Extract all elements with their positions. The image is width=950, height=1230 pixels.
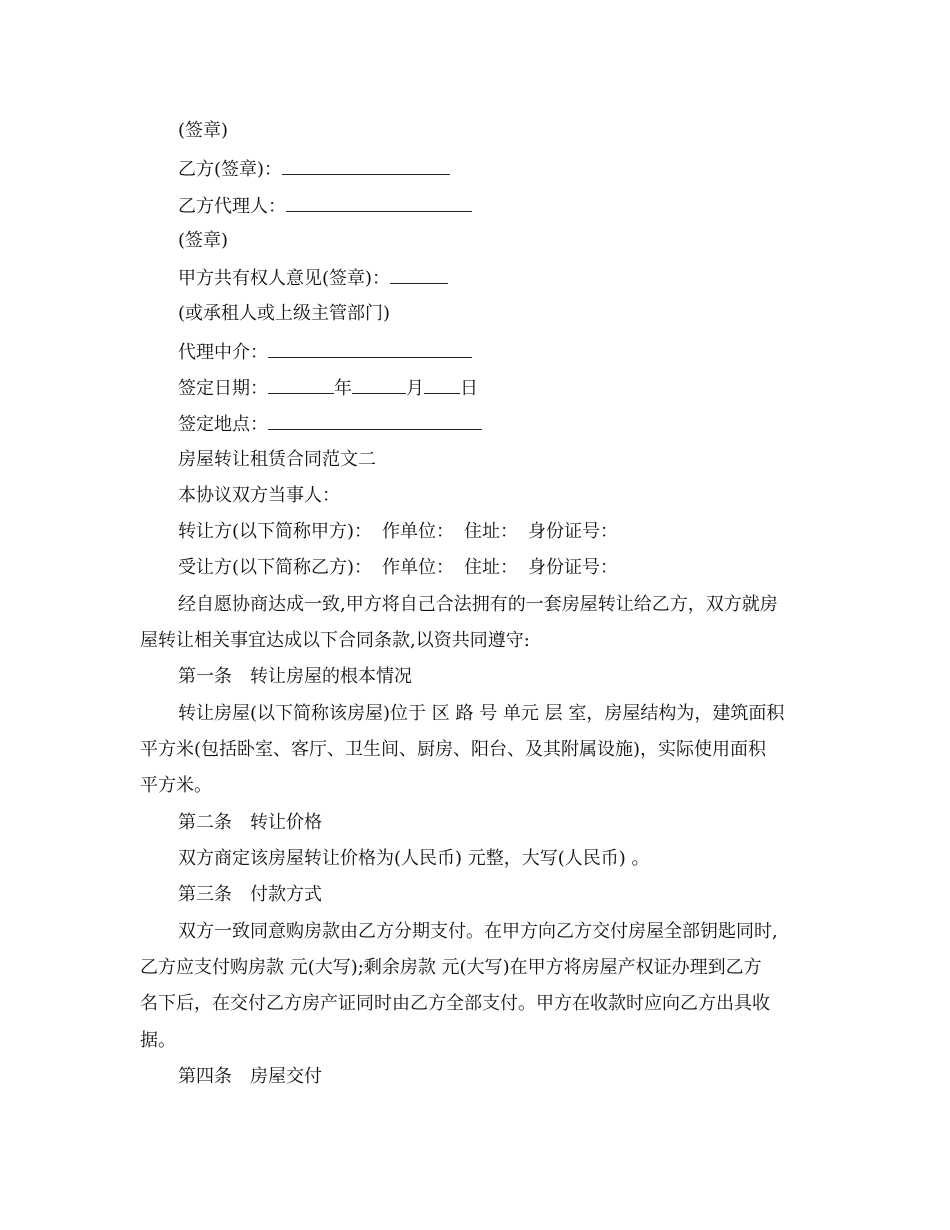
co-owner-opinion: 甲方共有权人意见(签章)：	[178, 265, 448, 291]
article-body-line: 平方米(包括卧室、客厅、卫生间、厨房、阳台、及其附属设施)，实际使用面积	[140, 739, 767, 760]
date-year-field[interactable]	[268, 375, 334, 394]
seal-note: (签章)	[178, 120, 229, 141]
date-month-field[interactable]	[352, 375, 406, 394]
parties-intro: 本协议双方当事人：	[178, 485, 340, 506]
article-heading: 第二条 转让价格	[178, 812, 322, 833]
article-body-line: 据。	[140, 1030, 176, 1051]
article-body-line: 双方一致同意购房款由乙方分期支付。在甲方向乙方交付房屋全部钥匙同时,	[178, 921, 778, 942]
co-owner-field[interactable]	[390, 265, 448, 284]
party-b-agent-signature: 乙方代理人：	[178, 193, 472, 219]
transferor-line: 转让方(以下简称甲方)： 作单位： 住址： 身份证号：	[178, 521, 619, 542]
article-body-line: 平方米。	[140, 775, 212, 796]
transferee-line: 受让方(以下简称乙方)： 作单位： 住址： 身份证号：	[178, 557, 619, 578]
preamble-line: 经自愿协商达成一致,甲方将自己合法拥有的一套房屋转让给乙方，双方就房	[178, 594, 778, 615]
signing-place-field[interactable]	[268, 411, 482, 430]
co-owner-note: (或承租人或上级主管部门)	[178, 303, 391, 324]
party-b-signature: 乙方(签章)：	[178, 156, 450, 182]
article-heading: 第一条 转让房屋的根本情况	[178, 666, 412, 687]
article-body-line: 双方商定该房屋转让价格为(人民币) 元整，大写(人民币) 。	[178, 848, 650, 869]
intermediary: 代理中介：	[178, 339, 472, 365]
seal-note: (签章)	[178, 230, 229, 251]
article-body-line: 转让房屋(以下简称该房屋)位于 区 路 号 单元 层 室，房屋结构为，建筑面积	[178, 703, 785, 724]
preamble-line: 屋转让相关事宜达成以下合同条款,以资共同遵守:	[140, 630, 530, 651]
party-b-signature-field[interactable]	[282, 156, 450, 175]
article-body-line: 乙方应支付购房款 元(大写);剩余房款 元(大写)在甲方将房屋产权证办理到乙方	[140, 957, 762, 978]
article-body-line: 名下后，在交付乙方房产证同时由乙方全部支付。甲方在收款时应向乙方出具收	[140, 993, 770, 1014]
intermediary-field[interactable]	[268, 339, 472, 358]
contract-title: 房屋转让租赁合同范文二	[178, 449, 376, 470]
article-heading: 第三条 付款方式	[178, 884, 322, 905]
signing-date: 签定日期： 年 月 日	[178, 375, 478, 401]
signing-place: 签定地点：	[178, 411, 482, 437]
party-b-agent-field[interactable]	[286, 193, 472, 212]
article-heading: 第四条 房屋交付	[178, 1066, 322, 1087]
date-day-field[interactable]	[424, 375, 460, 394]
